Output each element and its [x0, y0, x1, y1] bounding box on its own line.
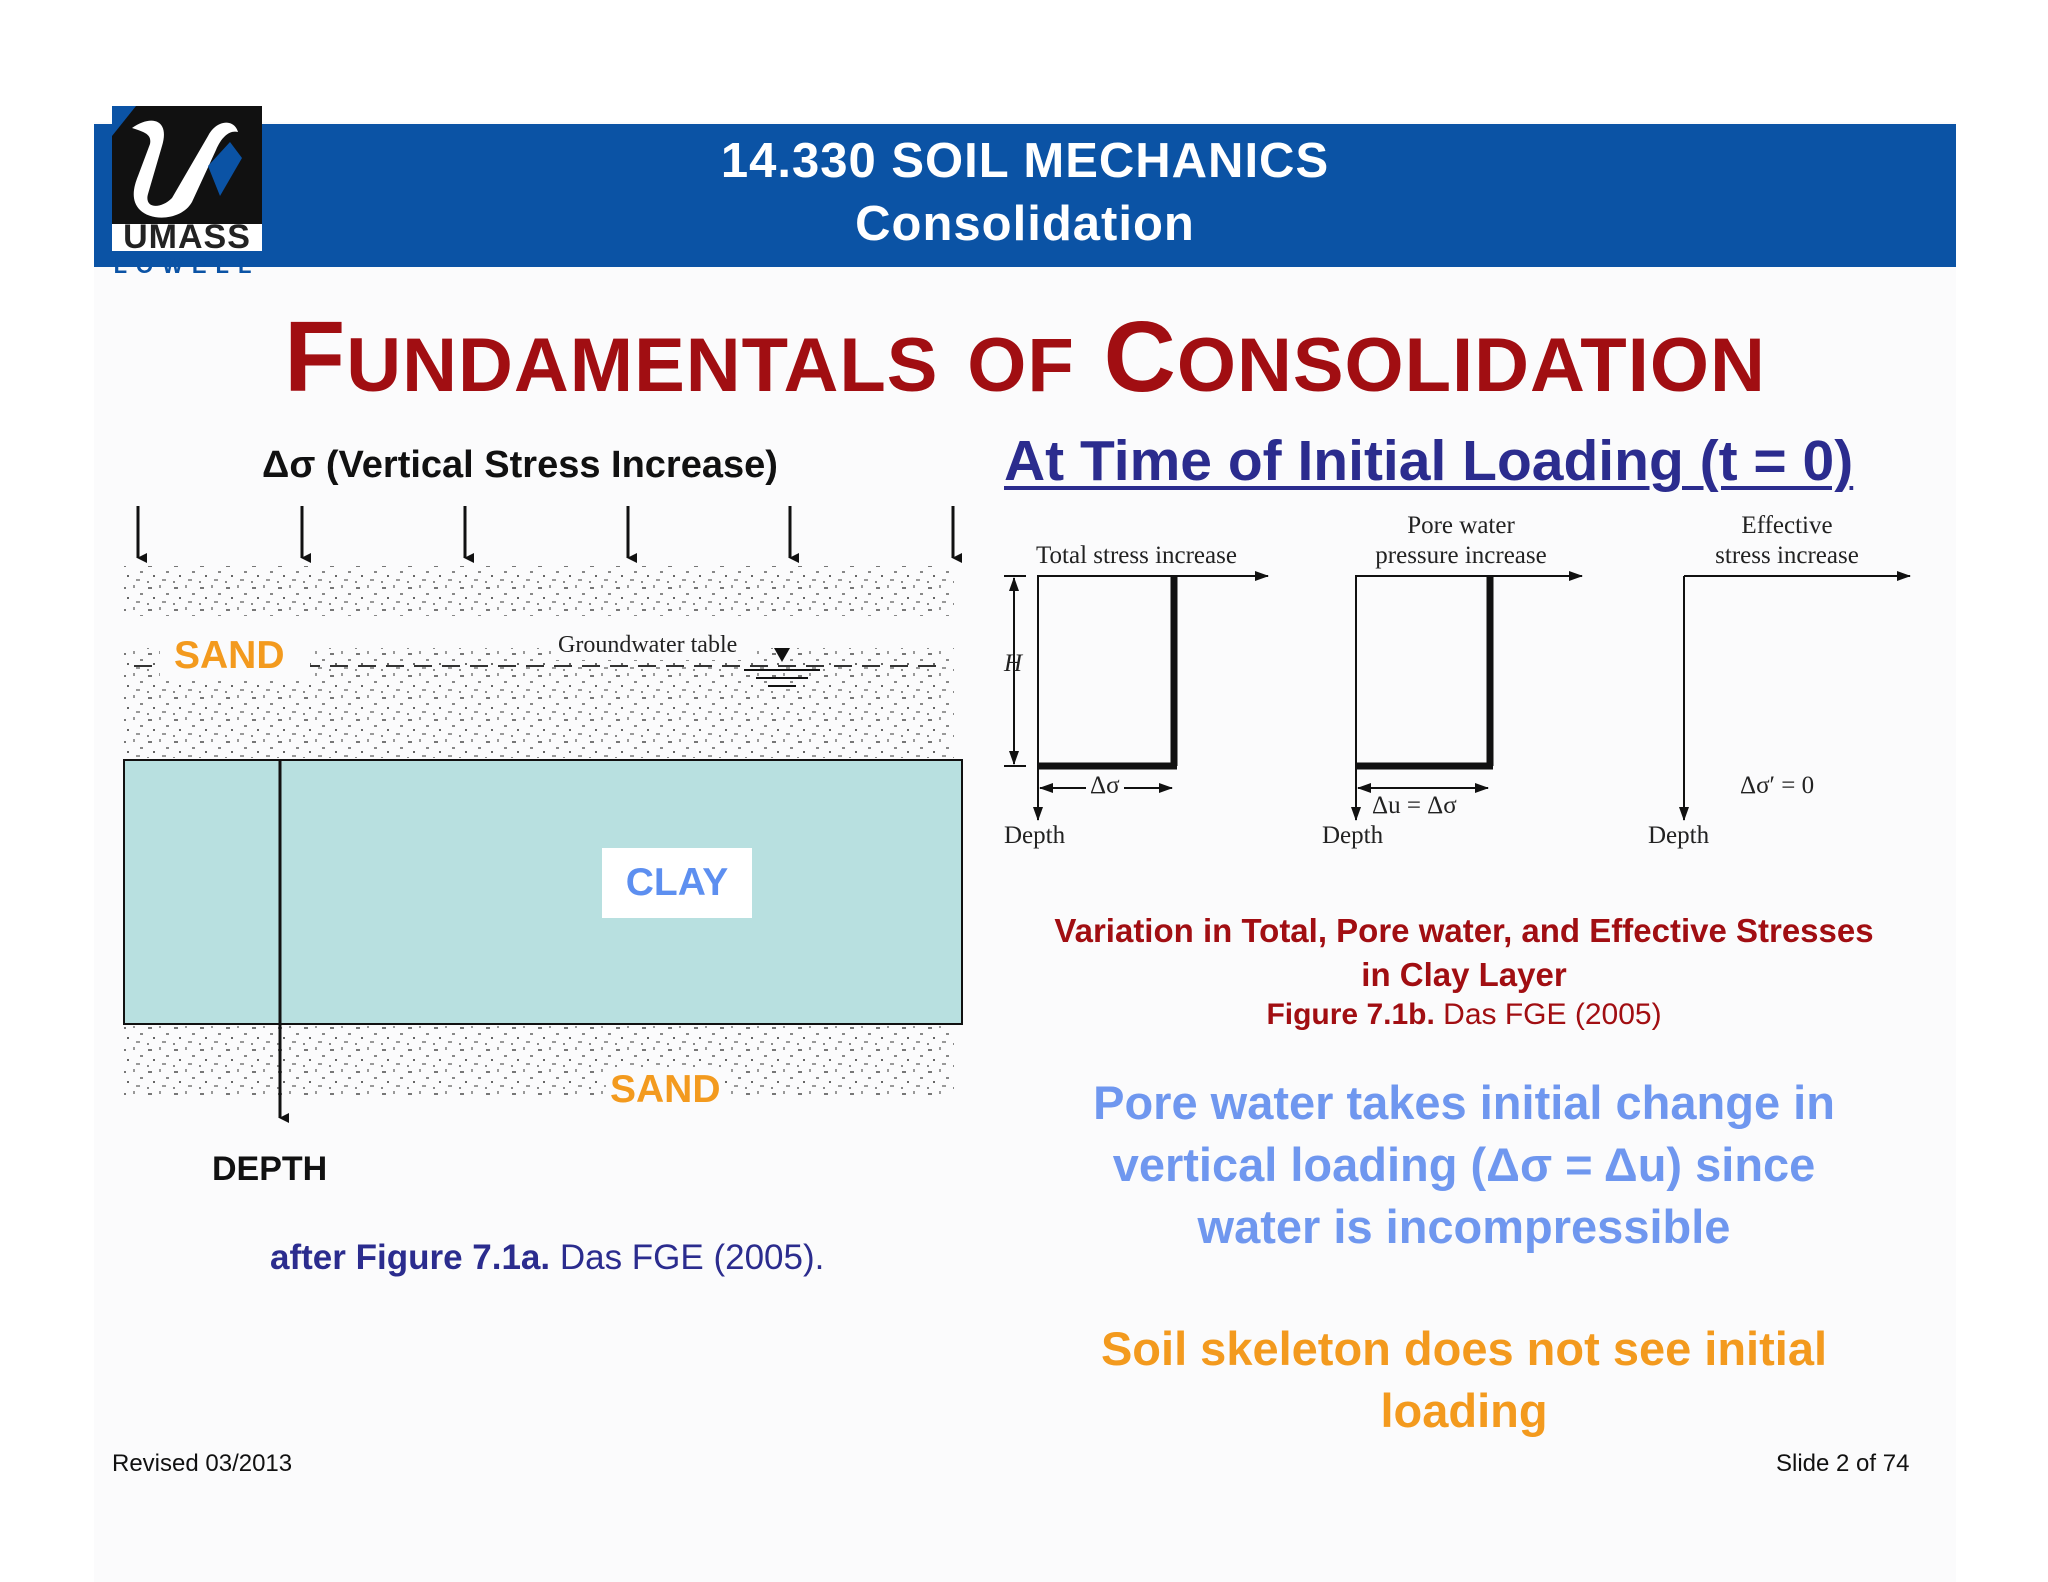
delta-u-label: Δu = Δσ [1372, 792, 1457, 819]
revised-date: Revised 03/2013 [112, 1450, 293, 1477]
effective-stress-header-2: stress increase [1715, 542, 1859, 569]
depth-label-3: Depth [1648, 822, 1710, 849]
depth-label: DEPTH [212, 1150, 328, 1188]
figure-caption-line1: Variation in Total, Pore water, and Effective Stresses [1054, 912, 1874, 949]
depth-label-2: Depth [1322, 822, 1384, 849]
figure-reference: Figure 7.1b. Das FGE (2005) [1266, 998, 1662, 1031]
course-topic: Consolidation [855, 197, 1195, 251]
delta-sigma-label: Δσ [1086, 772, 1124, 800]
h-label: H [1004, 650, 1023, 677]
sand-top-label: SAND [174, 634, 285, 677]
total-stress-diagram [1004, 576, 1268, 820]
vertical-stress-label: Δσ (Vertical Stress Increase) [262, 444, 778, 486]
logo-u-mark [112, 106, 262, 224]
figure-caption-line2: in Clay Layer [1361, 956, 1567, 993]
slide-number: Slide 2 of 74 [1776, 1450, 1910, 1477]
top-sand-texture [124, 566, 954, 616]
left-figure-caption: after Figure 7.1a. Das FGE (2005). [270, 1238, 825, 1277]
stress-arrows [138, 506, 953, 558]
pore-water-header-2: pressure increase [1375, 542, 1547, 569]
clay-label: CLAY [602, 848, 752, 918]
total-stress-header: Total stress increase [1036, 542, 1237, 569]
logo-lowell-text: LOWELL [113, 253, 261, 278]
pore-water-header-1: Pore water [1407, 512, 1515, 539]
delta-sigma-prime-label: Δσ′ = 0 [1740, 772, 1815, 799]
initial-loading-heading: At Time of Initial Loading (t = 0) [1004, 429, 1854, 493]
sand-bottom-label: SAND [606, 1068, 725, 1112]
pore-water-note: Pore water takes initial change in vertical loading (Δσ = Δu) since water is incompressible [1093, 1076, 1835, 1253]
logo-umass-text: UMASS [123, 218, 251, 256]
pore-water-diagram [1356, 576, 1582, 820]
groundwater-label: Groundwater table [558, 632, 738, 658]
slide-title: FUNDAMENTALS OF CONSOLIDATION [284, 301, 1766, 413]
effective-stress-header-1: Effective [1741, 512, 1833, 539]
umass-lowell-logo [94, 106, 266, 284]
clay-layer [124, 760, 962, 1024]
soil-profile-diagram [120, 496, 970, 1136]
soil-skeleton-note: Soil skeleton does not see initial loading [1100, 1322, 1828, 1437]
course-title: 14.330 SOIL MECHANICS [720, 134, 1330, 188]
bottom-sand-texture [124, 1026, 954, 1096]
depth-label-1: Depth [1004, 822, 1066, 849]
